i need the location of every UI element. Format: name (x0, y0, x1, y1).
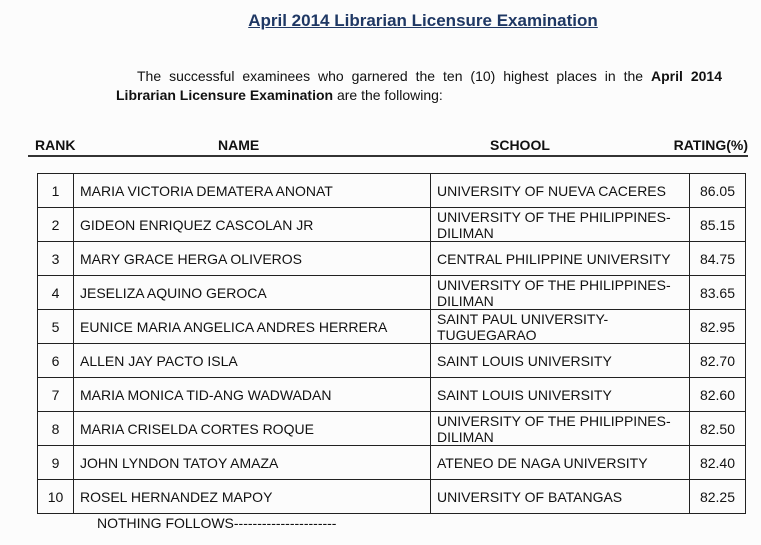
rating-cell: 85.15 (690, 208, 746, 242)
school-cell: SAINT LOUIS UNIVERSITY (431, 378, 690, 412)
rank-cell: 9 (38, 446, 74, 480)
table-row (38, 344, 746, 378)
table-row (38, 242, 746, 276)
school-cell: UNIVERSITY OF THE PHILIPPINES-DILIMAN (431, 208, 690, 242)
document-title: April 2014 Librarian Licensure Examination (248, 11, 598, 30)
header-school: SCHOOL (490, 137, 550, 153)
rank-cell: 3 (38, 242, 74, 276)
school-cell: UNIVERSITY OF BATANGAS (431, 480, 690, 514)
name-cell: MARIA VICTORIA DEMATERA ANONAT (74, 174, 431, 208)
school-cell: SAINT PAUL UNIVERSITY-TUGUEGARAO (431, 310, 690, 344)
rank-cell: 4 (38, 276, 74, 310)
name-cell: JESELIZA AQUINO GEROCA (74, 276, 431, 310)
rank-cell: 8 (38, 412, 74, 446)
intro-text: The successful examinees who garnered the ten (10) highest places in the (137, 68, 651, 84)
name-cell: EUNICE MARIA ANGELICA ANDRES HERRERA (74, 310, 431, 344)
intro-paragraph (116, 67, 722, 105)
rank-cell: 10 (38, 480, 74, 514)
rating-cell: 84.75 (690, 242, 746, 276)
rating-cell: 86.05 (690, 174, 746, 208)
table-row (38, 208, 746, 242)
table-row (38, 412, 746, 446)
rank-cell: 5 (38, 310, 74, 344)
header-rank: RANK (35, 137, 76, 153)
name-cell: ALLEN JAY PACTO ISLA (74, 344, 431, 378)
table-row (38, 378, 746, 412)
header-name: NAME (218, 137, 260, 153)
table-row (38, 174, 746, 208)
school-cell: SAINT LOUIS UNIVERSITY (431, 344, 690, 378)
school-cell: ATENEO DE NAGA UNIVERSITY (431, 446, 690, 480)
school-cell: UNIVERSITY OF NUEVA CACERES (431, 174, 690, 208)
rating-cell: 83.65 (690, 276, 746, 310)
rating-cell: 82.70 (690, 344, 746, 378)
rank-cell: 1 (38, 174, 74, 208)
table-row (38, 276, 746, 310)
table-row (38, 446, 746, 480)
school-cell: UNIVERSITY OF THE PHILIPPINES-DILIMAN (431, 412, 690, 446)
rating-cell: 82.40 (690, 446, 746, 480)
rating-cell: 82.95 (690, 310, 746, 344)
nothing-follows: NOTHING FOLLOWS---------------------- (97, 515, 337, 531)
table-row (38, 480, 746, 514)
name-cell: ROSEL HERNANDEZ MAPOY (74, 480, 431, 514)
results-table (37, 173, 746, 514)
school-cell: UNIVERSITY OF THE PHILIPPINES-DILIMAN (431, 276, 690, 310)
column-headers (28, 135, 748, 157)
rating-cell: 82.25 (690, 480, 746, 514)
name-cell: MARY GRACE HERGA OLIVEROS (74, 242, 431, 276)
rating-cell: 82.50 (690, 412, 746, 446)
intro-bold: April 2014 Librarian Licensure Examination (116, 68, 722, 103)
name-cell: MARIA MONICA TID-ANG WADWADAN (74, 378, 431, 412)
rank-cell: 7 (38, 378, 74, 412)
name-cell: GIDEON ENRIQUEZ CASCOLAN JR (74, 208, 431, 242)
header-rating: RATING(%) (673, 137, 748, 153)
rank-cell: 6 (38, 344, 74, 378)
table-row (38, 310, 746, 344)
school-cell: CENTRAL PHILIPPINE UNIVERSITY (431, 242, 690, 276)
name-cell: JOHN LYNDON TATOY AMAZA (74, 446, 431, 480)
rating-cell: 82.60 (690, 378, 746, 412)
intro-text-end: are the following: (333, 87, 443, 103)
name-cell: MARIA CRISELDA CORTES ROQUE (74, 412, 431, 446)
rank-cell: 2 (38, 208, 74, 242)
